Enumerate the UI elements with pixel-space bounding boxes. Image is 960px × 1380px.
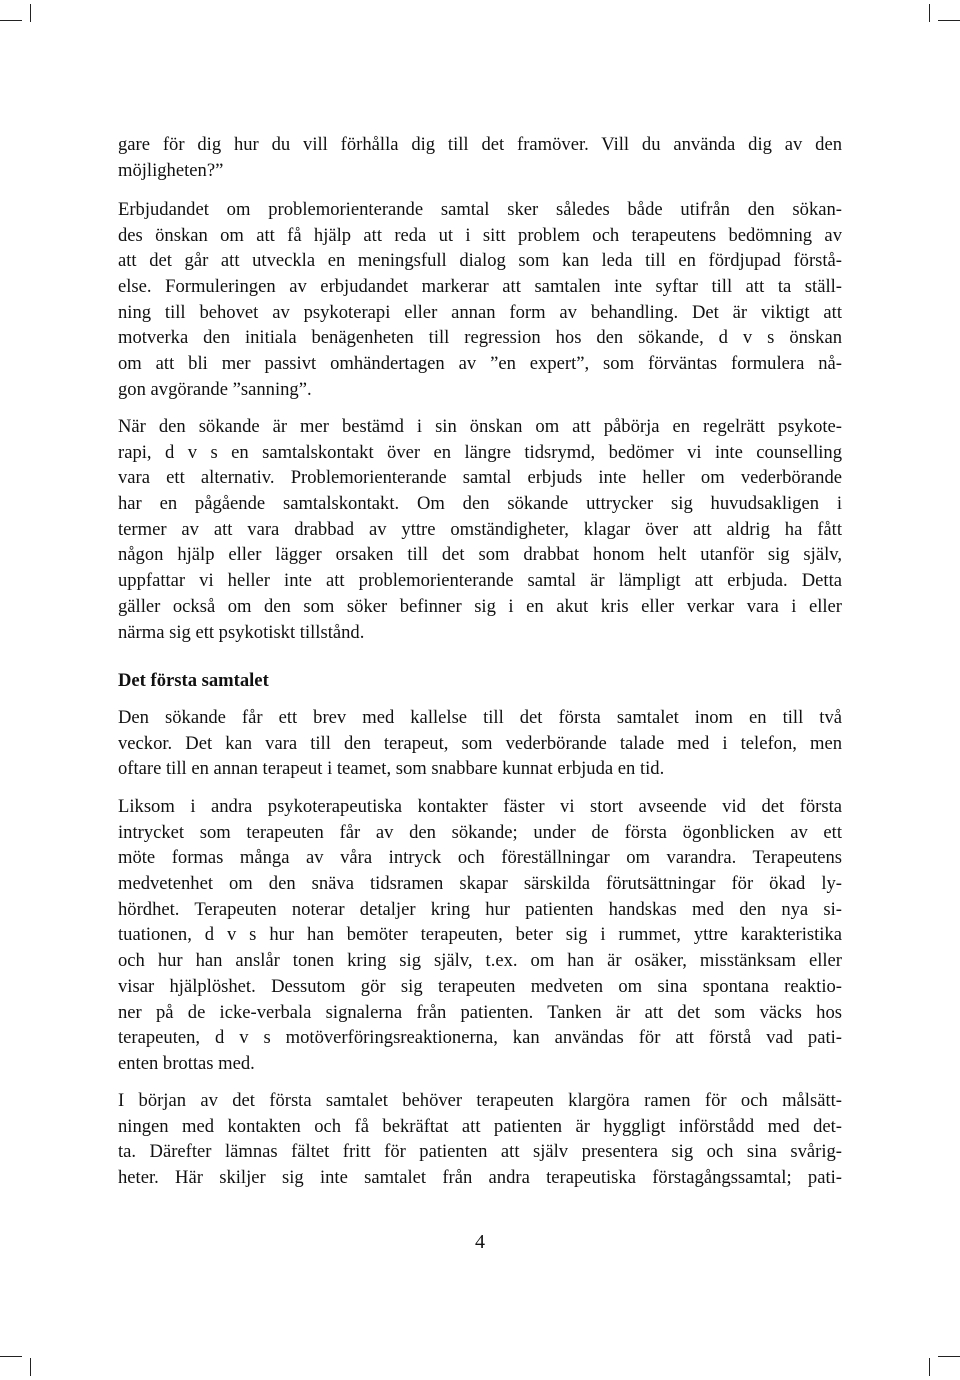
crop-mark-top-right [938,20,960,21]
text-line: någon hjälp eller lägger orsaken till det som drabbat honom helt utanför sig själv, [118,544,842,566]
text-line: hördhet. Terapeuten noterar detaljer kring hur patienten handskas med den nya si- [118,898,842,920]
text-line: oftare till en annan terapeut i teamet, som snabbare kunnat erbjuda en tid. [118,758,665,780]
text-line: möte formas många av våra intryck och föreställningar om varandra. Terapeutens [118,847,842,869]
text-line: möjligheten?” [118,159,224,181]
text-line: ning till behovet av psykoterapi eller annan form av behandling. Det är viktigt att [118,301,842,323]
paragraph [118,414,842,645]
text-line: Erbjudandet om problemorienterande samtal sker således både utifrån den sökan- [118,199,842,220]
section-heading: Det första samtalet [118,670,269,691]
paragraph [118,132,842,183]
crop-mark-bottom-left [0,1356,22,1357]
text-line: gäller också om den som söker befinner sig i en akut kris eller verkar vara i eller [118,595,842,617]
crop-mark-top-right-v [929,4,930,22]
crop-mark-bottom-left-v [30,1358,31,1376]
text-line: att det går att utveckla en meningsfull dialog som kan leda till en fördjupad förstå- [118,250,842,272]
text-line: Liksom i andra psykoterapeutiska kontakter fäster vi stort avseende vid det första [118,796,842,817]
text-line: medvetenhet om den snäva tidsramen skapar särskilda förutsättningar för ökad ly- [118,873,842,895]
text-line: När den sökande är mer bestämd i sin önskan om att påbörja en regelrätt psykote- [118,416,842,437]
text-line: gare för dig hur du vill förhålla dig till det framöver. Vill du använda dig av den [118,134,842,155]
text-line: närma sig ett psykotiskt tillstånd. [118,621,365,643]
text-line: des önskan om att få hjälp att reda ut i sitt problem och terapeutens bedömning av [118,224,842,246]
text-line: gon avgörande ”sanning”. [118,378,312,400]
text-line: else. Formuleringen av erbjudandet markerar att samtalen inte syftar till att ta ställ- [118,276,842,298]
paragraph [118,794,842,1077]
text-line: motverka den initiala benägenheten till regression hos den sökande, d v s önskan [118,327,842,349]
text-line: I början av det första samtalet behöver terapeuten klargöra ramen för och målsätt- [118,1090,842,1111]
text-line: intrycket som terapeuten får av den sökande; under de första ögonblicken av ett [118,821,842,843]
text-line: rapi, d v s en samtalskontakt över en längre tidsrymd, bedömer vi inte counselling [118,441,842,463]
crop-mark-bottom-right-v [929,1358,930,1376]
text-line: ningen med kontakten och få bekräftat att patienten är hyggligt införstådd med det- [118,1115,842,1137]
paragraph [118,197,842,403]
text-line: har en pågående samtalskontakt. Om den sökande uttrycker sig huvudsakligen i [118,493,842,515]
text-line: veckor. Det kan vara till den terapeut, som vederbörande talade med i telefon, men [118,732,842,754]
text-line: visar hjälplöshet. Dessutom gör sig terapeuten medveten om sina spontana reaktio- [118,975,842,997]
text-line: termer av att vara drabbad av yttre omständigheter, klagar över att aldrig ha fått [118,518,842,540]
text-line: enten brottas med. [118,1052,255,1074]
page-number: 4 [475,1231,485,1253]
text-line: och hur han anslår tonen kring sig själv, t.ex. om han är osäker, misstänksam eller [118,950,842,972]
text-line: ner på de icke-verbala signalerna från patienten. Tanken är att det som väcks hos [118,1001,842,1023]
crop-mark-top-left [0,20,22,21]
text-line: heter. Här skiljer sig inte samtalet från andra terapeutiska förstagångssamtal; pati- [118,1167,842,1189]
text-line: uppfattar vi heller inte att problemorienterande samtal är lämpligt att erbjuda. Detta [118,570,842,592]
text-line: om att bli mer passivt omhändertagen av ”en expert”, som förväntas formulera nå- [118,353,842,375]
text-line: tuationen, d v s hur han bemöter terapeuten, beter sig i rummet, yttre karakteristika [118,924,842,946]
text-line: Den sökande får ett brev med kallelse till det första samtalet inom en till två [118,707,842,728]
text-line: vara ett alternativ. Problemorienterande samtal erbjuds inte heller om vederbörande [118,467,842,489]
text-line: terapeuten, d v s motöverföringsreaktionerna, kan användas för att förstå vad pati- [118,1027,842,1049]
paragraph [118,705,842,782]
crop-mark-top-left-v [30,4,31,22]
text-line: ta. Därefter lämnas fältet fritt för patienten att själv presentera sig och sina svårig- [118,1141,842,1163]
paragraph [118,1088,842,1191]
crop-mark-bottom-right [938,1356,960,1357]
